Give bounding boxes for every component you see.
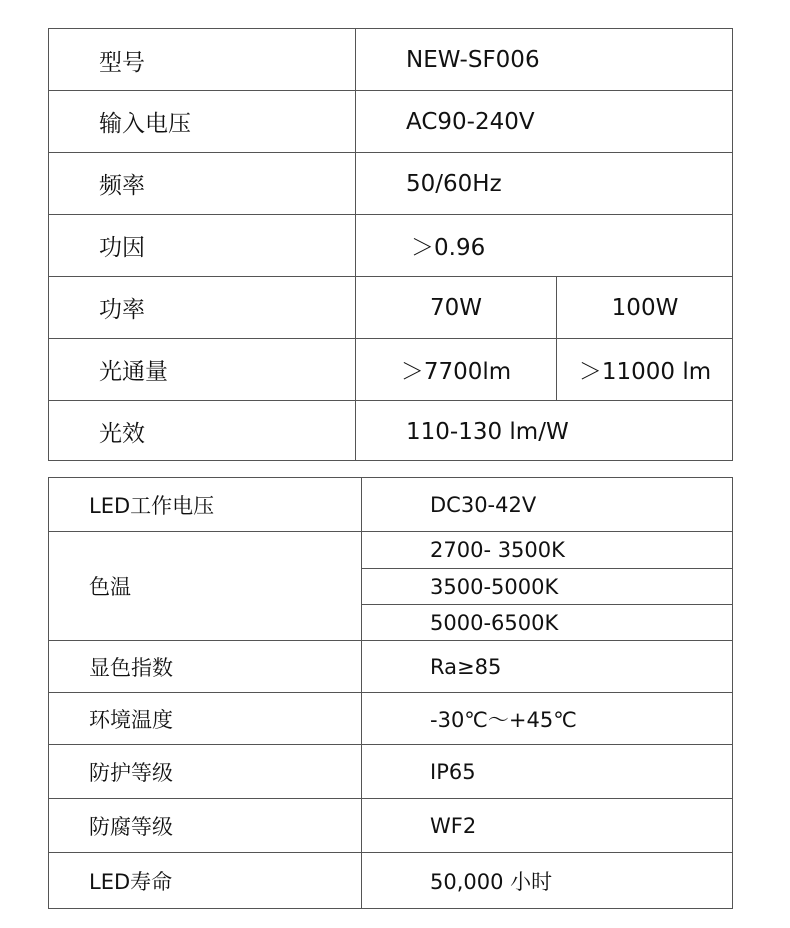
row-label: LED工作电压 — [89, 493, 215, 518]
row-label: 防护等级 — [89, 760, 173, 785]
table-row-efficacy — [49, 400, 732, 462]
table-row-input-voltage — [49, 90, 732, 152]
row-label: 型号 — [99, 49, 145, 76]
table-row-frequency — [49, 152, 732, 214]
color-temp-option: 5000-6500K — [362, 604, 732, 640]
color-temp-option: 3500-5000K — [362, 568, 732, 604]
table-row-model — [49, 29, 732, 91]
table-row-power-factor — [49, 214, 732, 276]
row-value: 50/60Hz — [406, 170, 502, 197]
row-label: 显色指数 — [89, 655, 173, 680]
row-label: 功率 — [99, 297, 145, 323]
row-value: ＞0.96 — [411, 235, 486, 261]
flux-value-100w: ＞11000 lm — [556, 339, 733, 400]
led-spec-table — [48, 477, 733, 909]
row-label: 防腐等级 — [89, 814, 173, 839]
row-value: WF2 — [430, 813, 477, 838]
spec-table — [48, 28, 733, 461]
row-value: 50,000 小时 — [430, 869, 553, 894]
row-value: -30℃～+45℃ — [430, 707, 577, 732]
color-temp-option: 2700- 3500K — [430, 538, 565, 562]
flux-value-70w: ＞7700lm — [400, 359, 512, 385]
table-row-corrosion-rating — [49, 798, 732, 852]
power-value-70w: 70W — [429, 294, 482, 321]
row-value: 110-130 lm/W — [406, 418, 569, 445]
row-value: IP65 — [430, 759, 476, 784]
table-row-led-lifespan — [49, 852, 732, 908]
row-label: 功因 — [99, 235, 145, 261]
row-label: LED寿命 — [89, 869, 173, 894]
table-row-ambient-temperature — [49, 692, 732, 744]
power-value-100w: 100W — [556, 277, 733, 338]
table-row-color-temperature — [49, 531, 732, 640]
table-row-ip-rating — [49, 744, 732, 798]
table-row-cri — [49, 640, 732, 692]
table-row-luminous-flux — [49, 338, 732, 400]
row-value: AC90-240V — [406, 108, 535, 135]
table-row-power — [49, 276, 732, 338]
row-label: 输入电压 — [99, 111, 191, 137]
row-label: 环境温度 — [89, 707, 173, 732]
row-label: 光通量 — [99, 359, 168, 385]
row-value: Ra≥85 — [430, 654, 502, 679]
row-value: NEW-SF006 — [406, 47, 540, 73]
row-label: 光效 — [99, 421, 145, 447]
row-label: 色温 — [89, 575, 131, 599]
row-label: 频率 — [99, 173, 145, 199]
row-value: DC30-42V — [430, 492, 537, 517]
table-row-led-voltage — [49, 478, 732, 531]
